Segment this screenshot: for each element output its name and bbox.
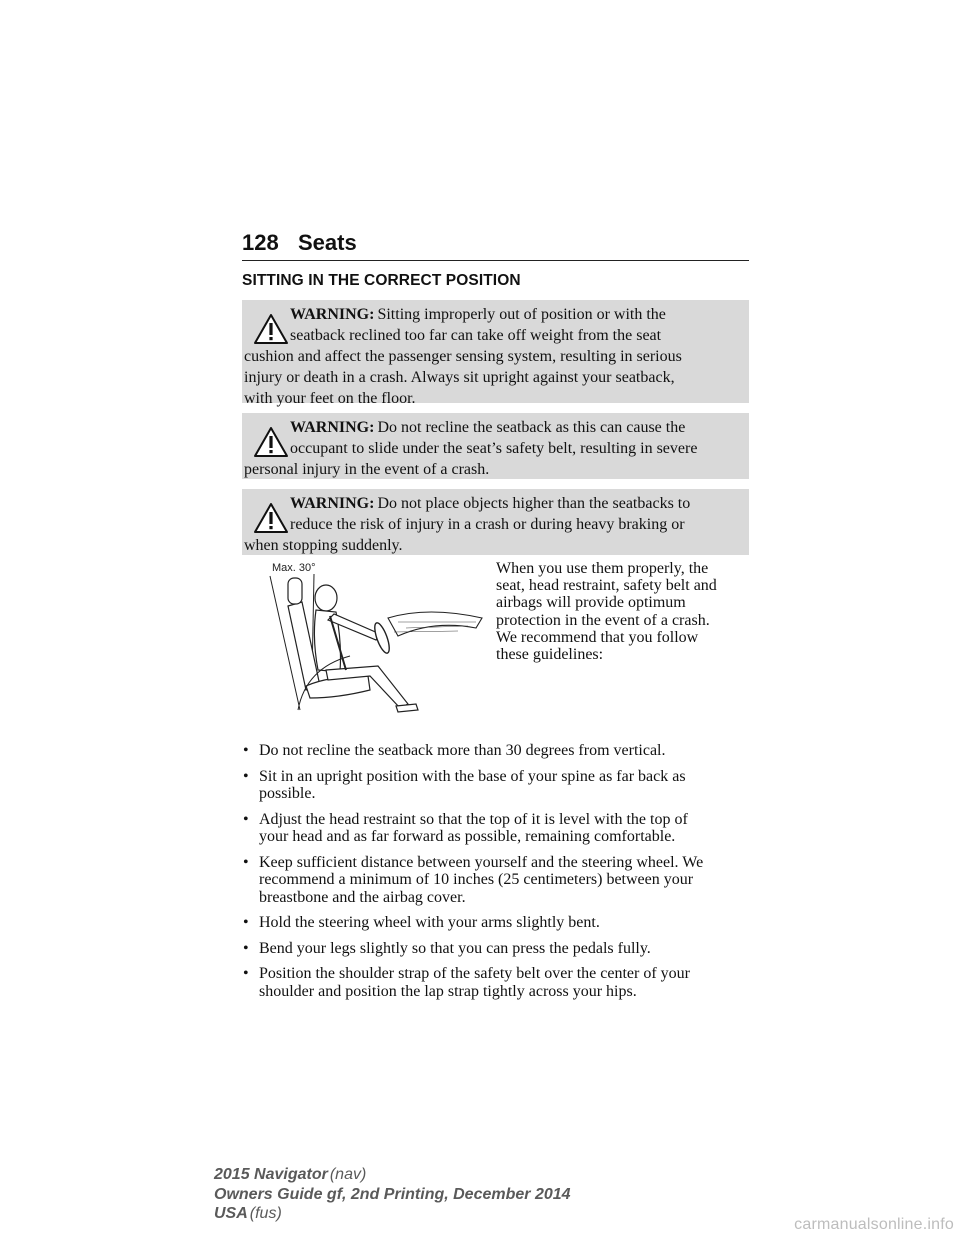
warning-text: Do not place objects higher than the seatbacks to: [377, 495, 691, 512]
intro-line: We recommend that you follow: [496, 628, 699, 646]
warning-label: WARNING:: [290, 495, 375, 512]
seating-position-illustration: [258, 558, 490, 716]
list-item: [242, 965, 754, 1000]
bullet-marker: •: [243, 939, 249, 957]
watermark: carmanualsonline.info: [794, 1216, 954, 1233]
footer-market-code: (fus): [249, 1205, 282, 1222]
warning-box-1: [242, 300, 749, 407]
intro-line: protection in the event of a crash.: [496, 611, 710, 629]
footer-model: 2015 Navigator: [214, 1166, 328, 1183]
page-footer: [214, 1165, 571, 1224]
footer-market: USA: [214, 1205, 248, 1222]
list-item-line: possible.: [259, 785, 316, 802]
intro-paragraph: [496, 560, 752, 663]
warning-triangle-icon: [253, 313, 289, 345]
warning-line: cushion and affect the passenger sensing system, resulting in serious: [244, 348, 682, 365]
warning-line: personal injury in the event of a crash.: [244, 461, 490, 478]
warning-triangle-icon: [253, 426, 289, 458]
list-item: [242, 940, 754, 958]
list-item-line: Bend your legs slightly so that you can press the pedals fully.: [259, 939, 651, 957]
intro-line: When you use them properly, the: [496, 560, 709, 577]
list-item-line: Sit in an upright position with the base of your spine as far back as: [259, 767, 686, 785]
footer-model-code: (nav): [329, 1166, 367, 1183]
bullet-marker: •: [243, 810, 249, 828]
page-header: [242, 230, 749, 261]
warning-line: when stopping suddenly.: [244, 537, 403, 554]
list-item: [242, 811, 754, 846]
warning-label: WARNING:: [290, 419, 375, 436]
warning-first-line: [244, 493, 743, 514]
intro-line: these guidelines:: [496, 646, 604, 664]
warning-box-2: [242, 413, 749, 479]
intro-line: airbags will provide optimum: [496, 594, 686, 612]
list-item-line: Keep sufficient distance between yourself and the steering wheel. We: [259, 853, 704, 871]
list-item-line: your head and as far forward as possible, remaining comfortable.: [259, 828, 676, 845]
list-item-line: Do not recline the seatback more than 30 degrees from vertical.: [259, 742, 666, 759]
list-item: [242, 742, 754, 760]
list-item-line: breastbone and the airbag cover.: [259, 888, 466, 906]
warning-line: with your feet on the floor.: [244, 390, 416, 407]
warning-line: seatback reclined too far can take off weight from the seat: [290, 327, 662, 344]
list-item-line: recommend a minimum of 10 inches (25 centimeters) between your: [259, 871, 694, 888]
section-heading: SITTING IN THE CORRECT POSITION: [242, 272, 521, 289]
figure-label: Max. 30°: [272, 562, 316, 574]
bullet-marker: •: [243, 853, 249, 871]
warning-label: WARNING:: [290, 306, 375, 323]
warning-line: occupant to slide under the seat’s safety belt, resulting in severe: [290, 440, 698, 457]
occupant-foot: [396, 704, 418, 712]
list-item-line: Adjust the head restraint so that the top of it is level with the top of: [259, 810, 688, 828]
footer-line: [214, 1204, 571, 1224]
warning-triangle-icon: [253, 502, 289, 534]
bullet-marker: •: [243, 742, 249, 759]
dashboard: [388, 612, 482, 636]
list-item: [242, 854, 754, 907]
warning-line: injury or death in a crash. Always sit upright against your seatback,: [244, 369, 675, 386]
warning-first-line: [244, 304, 743, 325]
list-item-line: shoulder and position the lap strap tightly across your hips.: [259, 982, 637, 1000]
page-number: 128: [242, 230, 279, 255]
footer-line: [214, 1165, 571, 1185]
warning-box-3: [242, 489, 749, 555]
list-item: [242, 768, 754, 803]
list-item: [242, 914, 754, 932]
list-item-line: Position the shoulder strap of the safety belt over the center of your: [259, 965, 690, 982]
head-restraint: [288, 578, 302, 604]
footer-line: [214, 1185, 571, 1205]
intro-line: seat, head restraint, safety belt and: [496, 577, 717, 595]
warning-line: reduce the risk of injury in a crash or during heavy braking or: [290, 516, 685, 533]
bullet-marker: •: [243, 767, 249, 785]
occupant-head: [315, 585, 337, 611]
footer-edition: Owners Guide gf, 2nd Printing, December 2014: [214, 1185, 571, 1203]
guideline-list: [242, 742, 754, 1008]
warning-text: Do not recline the seatback as this can cause the: [377, 419, 686, 436]
warning-first-line: [244, 417, 743, 438]
list-item-line: Hold the steering wheel with your arms slightly bent.: [259, 914, 600, 931]
warning-text: Sitting improperly out of position or with the: [377, 306, 666, 323]
section-title: Seats: [298, 230, 357, 255]
bullet-marker: •: [243, 965, 249, 982]
bullet-marker: •: [243, 914, 249, 931]
